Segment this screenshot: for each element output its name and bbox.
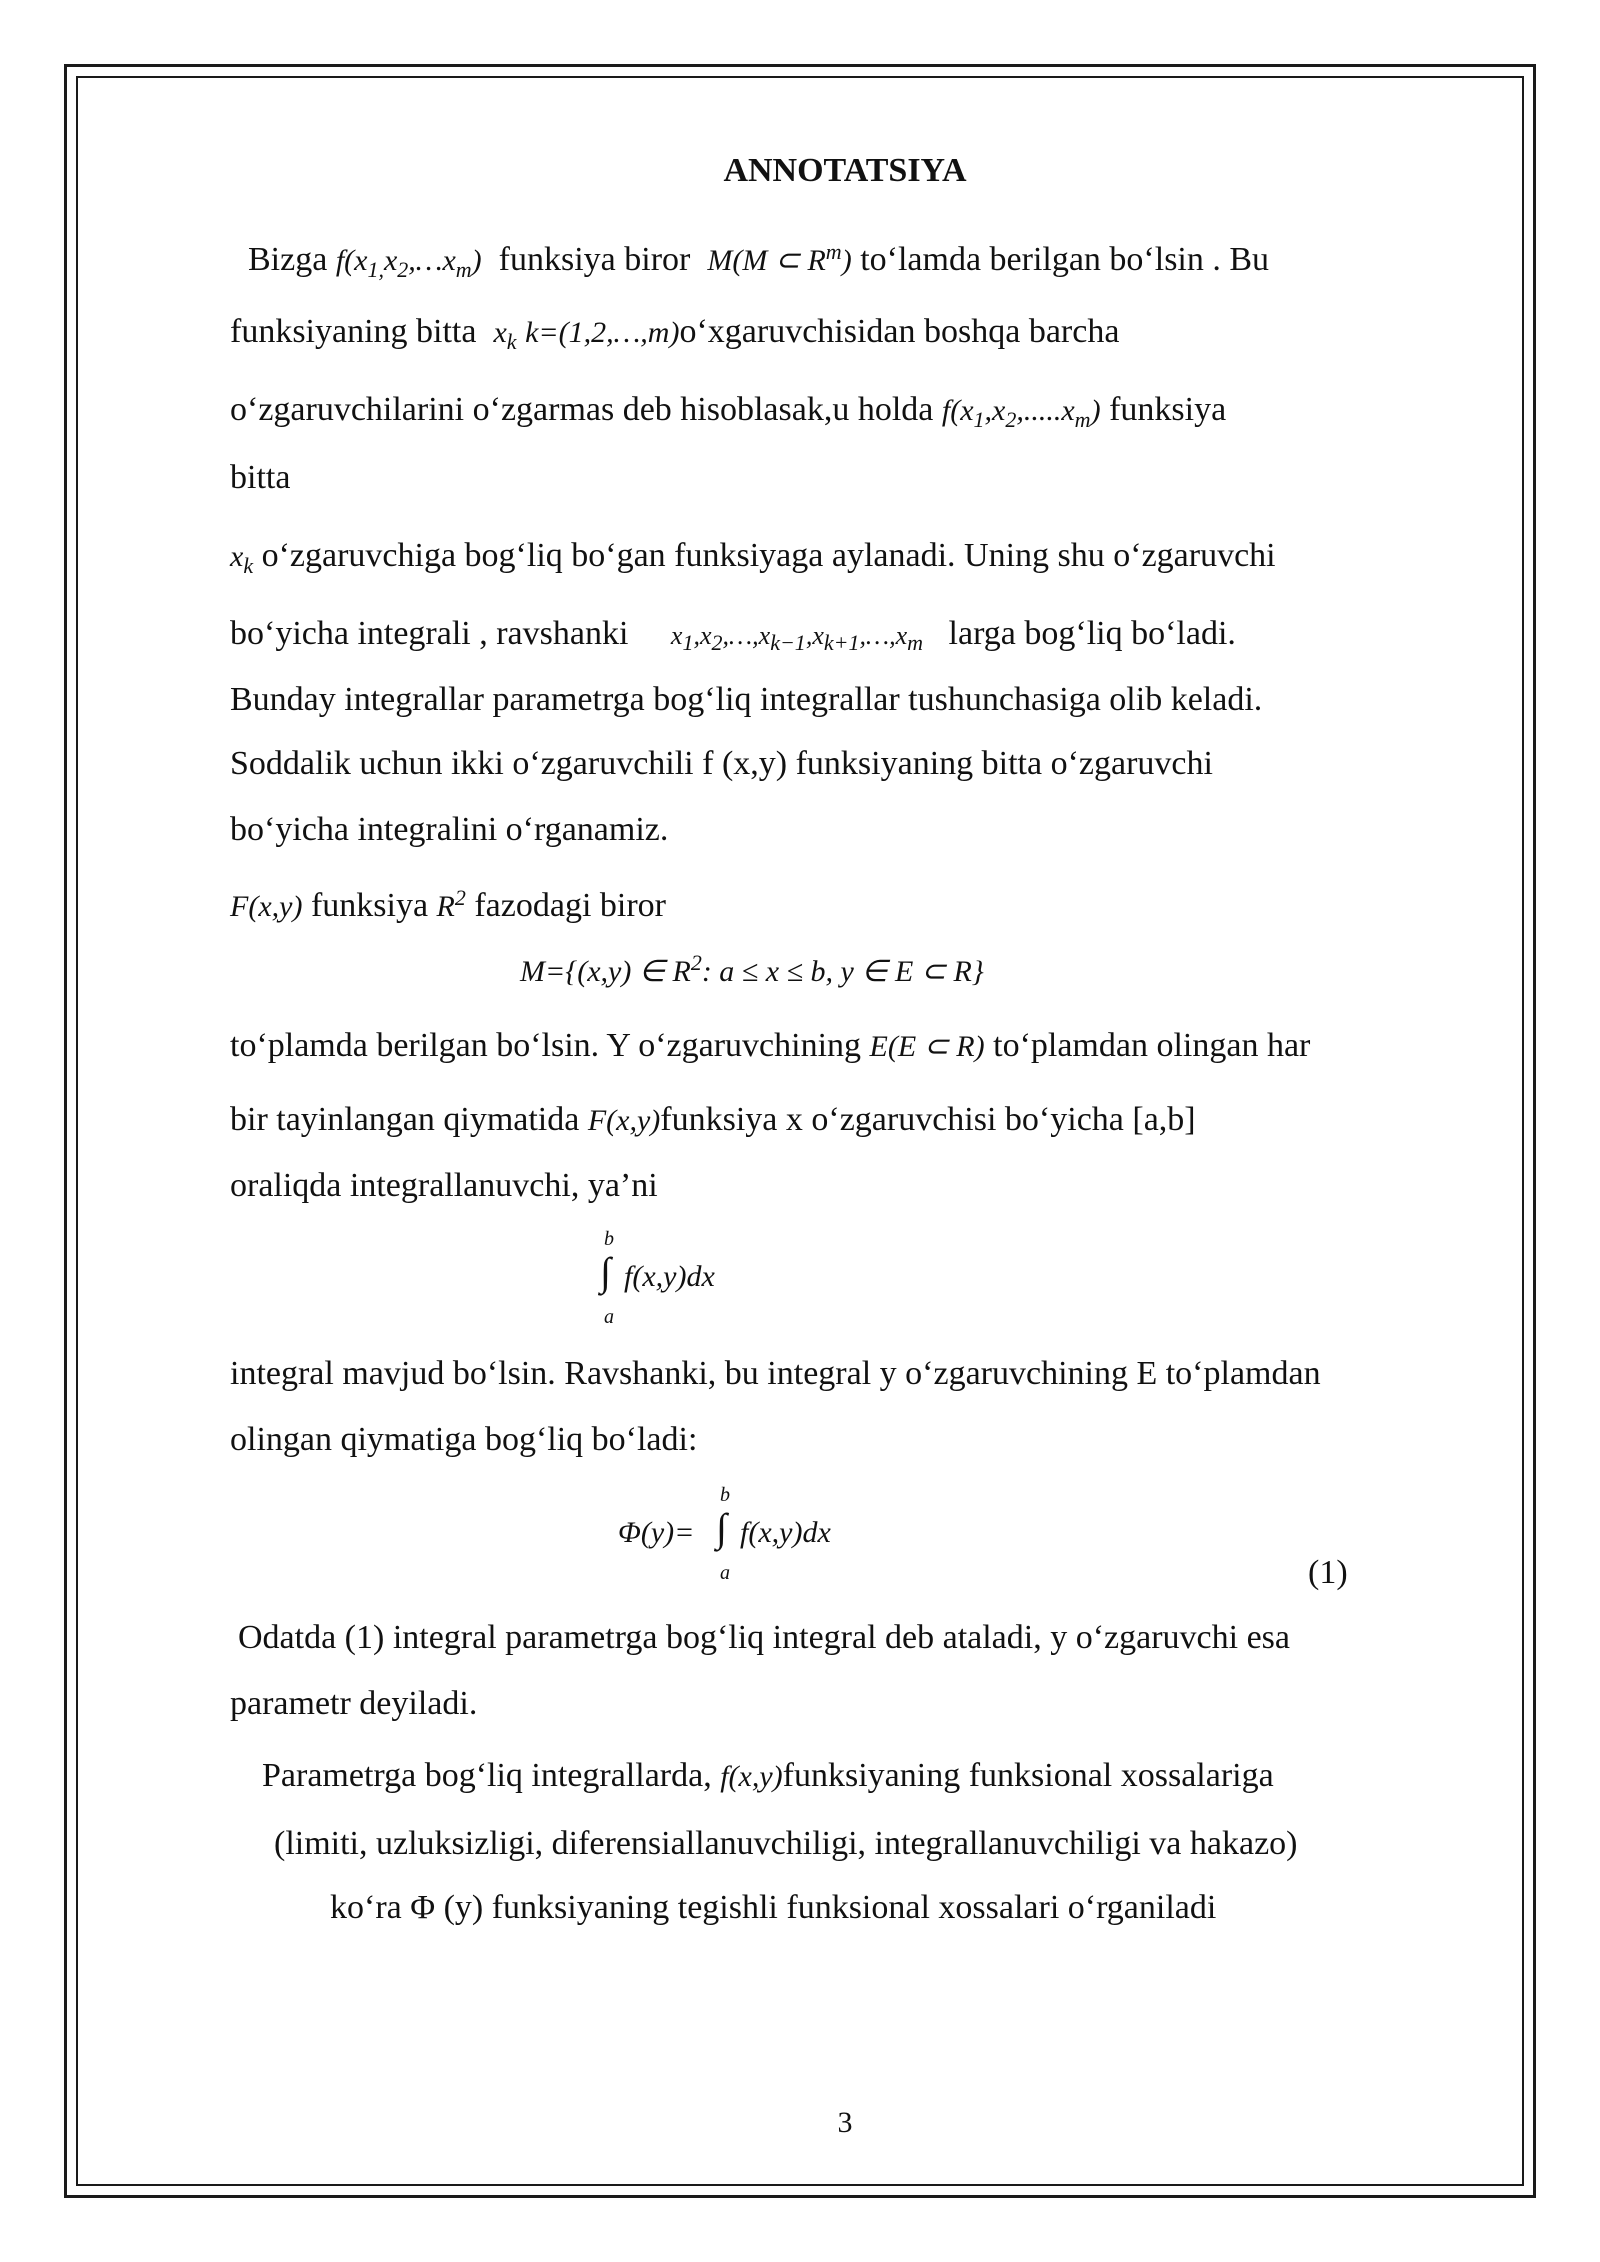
text-segment: to‘lamda berilgan bo‘lsin . Bu xyxy=(860,241,1270,278)
text-line-16: Odatda (1) integral parametrga bog‘liq integral deb ataladi, y o‘zgaruvchi esa xyxy=(238,1619,1290,1656)
text-line-4: bitta xyxy=(230,459,291,496)
integral-body: f(x,y)dx xyxy=(740,1516,831,1549)
text-segment: o‘zgaruvchilarini o‘zgarmas deb hisoblasak,u holda xyxy=(230,391,934,428)
text-line-15: olingan qiymatiga bog‘liq bo‘ladi: xyxy=(230,1421,698,1458)
formula-f-xy: f(x,y) xyxy=(720,1760,783,1793)
text-line-11 xyxy=(230,1026,1310,1067)
text-line-14: integral mavjud bo‘lsin. Ravshanki, bu integral y o‘zgaruvchining E to‘plamdan xyxy=(230,1355,1321,1392)
formula-m-subset: M(M ⊂ $R^m$) xyxy=(707,239,852,277)
integral-lower-limit: a xyxy=(720,1562,730,1584)
formula-xk: $x_k$ xyxy=(493,316,517,354)
text-line-5 xyxy=(230,536,1276,586)
text-segment: funksiya biror xyxy=(498,241,691,278)
text-line-17: parametr deyiladi. xyxy=(230,1685,478,1722)
page-number: 3 xyxy=(837,2106,853,2139)
text-segment: funksiya xyxy=(1109,391,1227,428)
formula-F-xy: F(x,y) xyxy=(587,1104,661,1137)
integral-lhs: Φ(y)= xyxy=(618,1516,695,1549)
text-line-7: Bunday integrallar parametrga bog‘liq integrallar tushunchasiga olib keladi. xyxy=(230,681,1263,718)
text-line-8: Soddalik uchun ikki o‘zgaruvchili f (x,y) funksiyaning bitta o‘zgaruvchi xyxy=(230,745,1213,782)
text-segment: fazodagi biror xyxy=(474,887,666,924)
page-title: ANNOTATSIYA xyxy=(723,152,967,189)
text-line-20: ko‘ra Φ (y) funksiyaning tegishli funksional xossalari o‘rganiladi xyxy=(330,1889,1217,1926)
formula-k-range: k=(1,2,…,m) xyxy=(525,316,680,349)
text-line-13: oraliqda integrallanuvchi, ya’ni xyxy=(230,1167,658,1204)
formula-set-M: M={(x,y) ∈ $R^2$: a ≤ x ≤ b, y ∈ E ⊂ R} xyxy=(520,950,984,988)
text-line-9: bo‘yicha integralini o‘rganamiz. xyxy=(230,811,669,848)
text-line-12 xyxy=(230,1100,1196,1141)
integral-sign: ∫ xyxy=(600,1249,611,1294)
integral-upper-limit: b xyxy=(720,1484,730,1506)
text-line-6 xyxy=(230,614,1236,663)
integral-lower-limit: a xyxy=(604,1306,614,1328)
integral-sign: ∫ xyxy=(716,1505,727,1550)
text-segment: to‘plamda berilgan bo‘lsin. Y o‘zgaruvchining xyxy=(230,1027,862,1064)
formula-R2: $R^2$ xyxy=(436,885,466,923)
text-segment: Parametrga bog‘liq integrallarda, xyxy=(262,1757,712,1794)
formula-E-subset: E(E ⊂ R) xyxy=(869,1030,985,1063)
text-segment: funksiya xyxy=(310,887,429,924)
text-line-1 xyxy=(248,232,1269,290)
text-segment: bo‘yicha integrali , ravshanki xyxy=(230,615,629,652)
formula-f-x1-xm: $f(x_{1,}x_2,\dots x_m)$ xyxy=(335,244,482,282)
text-segment: larga bog‘liq bo‘ladi. xyxy=(948,615,1236,652)
text-segment: funksiya x o‘zgaruvchisi bo‘yicha [a,b] xyxy=(660,1101,1196,1138)
text-segment: o‘xgaruvchisidan boshqa barcha xyxy=(679,313,1120,350)
text-segment: funksiyaning bitta xyxy=(230,313,477,350)
text-segment: to‘plamdan olingan har xyxy=(993,1027,1311,1064)
formula-f-x1-xm: $f(x_1,x_2,.....x_m)$ xyxy=(941,394,1101,432)
integral-body: f(x,y)dx xyxy=(624,1260,715,1293)
text-segment: o‘zgaruvchiga bog‘liq bo‘gan funksiyaga aylanadi. Uning shu o‘zgaruvchi xyxy=(261,537,1276,574)
text-segment: bir tayinlangan qiymatida xyxy=(230,1101,580,1138)
formula-F-xy: F(x,y) xyxy=(230,890,303,923)
text-line-2 xyxy=(230,312,1119,362)
formula-xk: $x_k$ xyxy=(230,540,254,578)
text-segment: funksiyaning funksional xossalariga xyxy=(782,1757,1274,1794)
text-line-3 xyxy=(230,390,1226,440)
integral-upper-limit: b xyxy=(604,1228,614,1250)
formula-variable-list: $x_1,x_2,\dots,x_{k-1},x_{k+1},\dots,x_m$ xyxy=(670,621,924,656)
text-line-18 xyxy=(262,1756,1274,1797)
equation-number: (1) xyxy=(1308,1554,1348,1591)
text-line-19: (limiti, uzluksizligi, diferensiallanuvchiligi, integrallanuvchiligi va hakazo) xyxy=(274,1825,1298,1862)
text-segment: Bizga xyxy=(248,241,328,278)
text-line-10 xyxy=(230,878,666,927)
